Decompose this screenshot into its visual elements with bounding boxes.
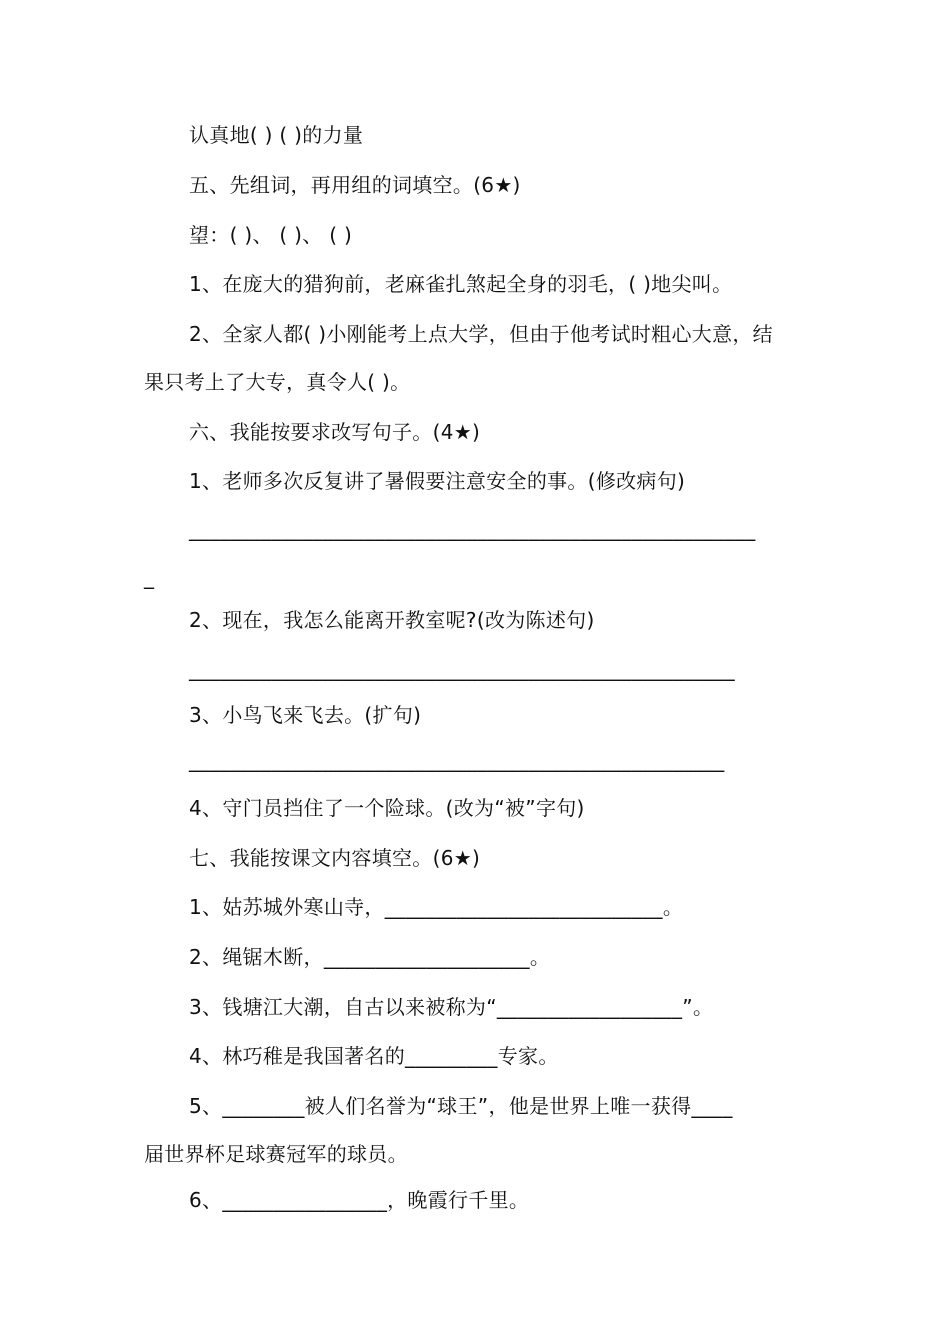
question-7-1: 1、姑苏城外寒山寺，___________________________。 — [189, 895, 684, 919]
question-7-2: 2、绳锯木断，____________________。 — [189, 945, 551, 969]
question-7-5-continued: 届世界杯足球赛冠军的球员。 — [144, 1142, 408, 1166]
text-line-fill-blank: 认真地( ) ( )的力量 — [189, 123, 364, 147]
question-7-6: 6、________________，晚霞行千里。 — [189, 1188, 530, 1212]
section-five-heading: 五、先组词，再用组的词填空。(6★) — [189, 173, 521, 197]
answer-line: _____________________________________________________ — [189, 657, 735, 681]
answer-line: _______________________________________________________ — [189, 517, 756, 541]
question-7-5: 5、________被人们名誉为“球王”，他是世界上唯一获得____ — [189, 1094, 733, 1118]
question-5-1: 1、在庞大的猎狗前，老麻雀扎煞起全身的羽毛，( )地尖叫。 — [189, 272, 733, 296]
answer-line-overflow: _ — [144, 565, 155, 589]
section-seven-heading: 七、我能按课文内容填空。(6★) — [189, 846, 481, 870]
question-6-1: 1、老师多次反复讲了暑假要注意安全的事。(修改病句) — [189, 469, 686, 493]
question-7-3: 3、钱塘江大潮，自古以来被称为“__________________”。 — [189, 995, 714, 1019]
question-6-3: 3、小鸟飞来飞去。(扩句) — [189, 703, 422, 727]
question-6-4: 4、守门员挡住了一个险球。(改为“被”字句) — [189, 796, 585, 820]
section-six-heading: 六、我能按要求改写句子。(4★) — [189, 420, 481, 444]
question-5-2: 2、全家人都( )小刚能考上点大学，但由于他考试时粗心大意，结 — [189, 322, 773, 346]
answer-line: ____________________________________________________ — [189, 748, 725, 772]
question-7-4: 4、林巧稚是我国著名的_________专家。 — [189, 1044, 559, 1068]
question-5-2-continued: 果只考上了大专，真令人( )。 — [144, 370, 411, 394]
word-group-prompt: 望：( )、 ( )、 ( ) — [189, 223, 353, 247]
question-6-2: 2、现在，我怎么能离开教室呢?(改为陈述句) — [189, 608, 595, 632]
